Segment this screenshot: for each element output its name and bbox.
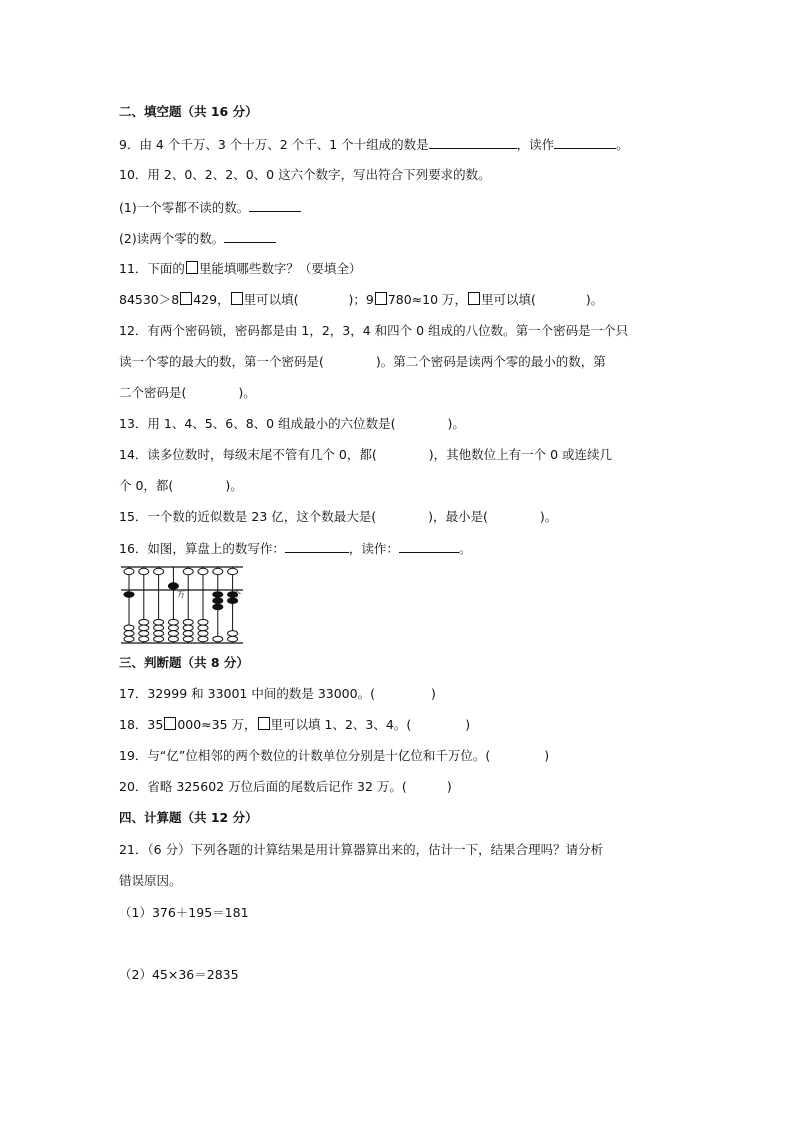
q14-text-3: 个 0，都( <box>119 478 174 493</box>
abacus-lower-bead <box>139 619 149 625</box>
q16-answer-blank-reading[interactable] <box>399 540 459 553</box>
q9-answer-blank-number[interactable] <box>429 136 517 149</box>
q11-ineq-text: 84530＞8 <box>119 292 180 307</box>
abacus-lower-bead <box>213 598 223 604</box>
abacus-upper-bead <box>198 568 208 574</box>
question-15 <box>119 509 557 525</box>
q16-text-read: ，读作： <box>348 541 399 556</box>
abacus-lower-bead <box>168 636 178 642</box>
q15-end: )。 <box>539 509 558 524</box>
abacus-lower-bead <box>183 631 193 637</box>
question-21-part-2: （2）45×36＝2835 <box>119 967 239 982</box>
q10-1-text: (1)一个零都不读的数。 <box>119 200 250 215</box>
question-10-part-1 <box>119 199 301 216</box>
abacus-label-wan: 万 <box>177 590 185 599</box>
abacus-upper-bead <box>124 568 134 574</box>
abacus-lower-bead <box>154 636 164 642</box>
question-18 <box>119 717 470 733</box>
abacus-lower-bead <box>154 631 164 637</box>
abacus-lower-bead <box>198 636 208 642</box>
abacus-upper-bead <box>139 568 149 574</box>
abacus-lower-bead <box>124 592 134 598</box>
question-14-line-1 <box>119 447 612 463</box>
q18-end: ) <box>465 717 471 732</box>
abacus-lower-bead <box>124 631 134 637</box>
q15-text: 15．一个数的近似数是 23 亿，这个数最大是( <box>119 509 377 524</box>
q9-answer-blank-reading[interactable] <box>554 136 616 149</box>
question-21-part-1: （1）376＋195＝181 <box>119 905 249 920</box>
q9-text-end: 。 <box>616 137 629 152</box>
q11-ineq-text-2: 429， <box>193 292 230 307</box>
abacus-upper-bead <box>213 568 223 574</box>
abacus-lower-bead <box>139 625 149 631</box>
abacus-lower-bead <box>154 625 164 631</box>
abacus-lower-bead <box>154 619 164 625</box>
question-17 <box>119 686 436 702</box>
square-box-icon <box>164 717 176 730</box>
q18-text-2: 000≈35 万， <box>177 717 257 732</box>
q17-text: 17．32999 和 33001 中间的数是 33000。( <box>119 686 375 701</box>
square-box-icon <box>468 292 480 305</box>
abacus-upper-bead <box>168 583 178 589</box>
abacus-lower-bead <box>213 636 223 642</box>
abacus-lower-bead <box>168 625 178 631</box>
q11-text: 11．下面的 <box>119 261 185 276</box>
abacus-lower-bead <box>213 592 223 598</box>
q12-text: 读一个零的最大的数，第一个密码是( <box>119 354 324 369</box>
q15-text-2: )，最小是( <box>428 509 488 524</box>
square-box-icon <box>180 292 192 305</box>
q12-end: )。 <box>238 385 256 400</box>
square-box-icon <box>231 292 243 305</box>
question-21-line-2: 错误原因。 <box>119 873 182 888</box>
abacus-upper-bead <box>228 568 238 574</box>
abacus-lower-bead <box>183 636 193 642</box>
abacus-figure <box>119 563 245 647</box>
question-11-line <box>119 292 603 308</box>
q10-1-answer-blank[interactable] <box>249 199 301 212</box>
abacus-lower-bead <box>183 625 193 631</box>
abacus-label-ge: 个 <box>233 590 241 599</box>
section-title-fill-blank: 二、填空题（共 16 分） <box>119 104 258 119</box>
question-10: 10．用 2、0、2、2、0、0 这六个数字，写出符合下列要求的数。 <box>119 167 491 182</box>
abacus-lower-bead <box>198 625 208 631</box>
q17-end: ) <box>430 686 436 701</box>
q10-2-text: (2)读两个零的数。 <box>119 231 225 246</box>
abacus-lower-bead <box>228 631 238 637</box>
question-11 <box>119 261 361 277</box>
q14-text: 14．读多位数时，每级末尾不管有几个 0，都( <box>119 447 377 462</box>
abacus-upper-bead <box>183 568 193 574</box>
q11-end: )。 <box>585 292 604 307</box>
question-12-line-3 <box>119 385 256 401</box>
square-box-icon <box>375 292 387 305</box>
q20-end: ) <box>446 779 452 794</box>
question-12-line-1: 12．有两个密码锁，密码都是由 1，2，3，4 和四个 0 组成的八位数。第一个密码是一个只 <box>119 323 629 338</box>
abacus-lower-bead <box>198 619 208 625</box>
q18-text-3: 里可以填 1、2、3、4。( <box>270 717 412 732</box>
q16-end: 。 <box>458 541 472 556</box>
q13-end: )。 <box>447 416 465 431</box>
q14-text-2: )，其他数位上有一个 0 或连续几 <box>428 447 612 462</box>
q14-end: )。 <box>225 478 243 493</box>
abacus-lower-bead <box>124 636 134 642</box>
q11-fill-text-2: 里可以填( <box>481 292 536 307</box>
question-16 <box>119 540 471 557</box>
q10-2-answer-blank[interactable] <box>224 230 276 243</box>
q12-text-3: 二个密码是( <box>119 385 187 400</box>
q13-text: 13．用 1、4、5、6、8、0 组成最小的六位数是( <box>119 416 396 431</box>
abacus-lower-bead <box>168 631 178 637</box>
abacus-lower-bead <box>228 636 238 642</box>
abacus-lower-bead <box>139 636 149 642</box>
q20-text: 20．省略 325602 万位后面的尾数后记作 32 万。( <box>119 779 407 794</box>
abacus-upper-bead <box>154 568 164 574</box>
question-21-line-1: 21．（6 分）下列各题的计算结果是用计算器算出来的，估计一下，结果合理吗？请分析 <box>119 842 604 857</box>
abacus-lower-bead <box>168 619 178 625</box>
question-19 <box>119 748 549 764</box>
question-14-line-2 <box>119 478 243 494</box>
question-13 <box>119 416 465 432</box>
q19-text: 19．与“亿”位相邻的两个数位的计数单位分别是十亿位和千万位。( <box>119 748 491 763</box>
abacus-lower-bead <box>124 625 134 631</box>
question-12-line-2 <box>119 354 606 370</box>
q16-answer-blank-number[interactable] <box>285 540 349 553</box>
section-title-true-false: 三、判断题（共 8 分） <box>119 655 249 670</box>
q12-text-2: )。第二个密码是读两个零的最小的数，第 <box>375 354 606 369</box>
q9-text: 9．由 4 个千万、3 个十万、2 个千、1 个十组成的数是 <box>119 137 429 152</box>
abacus-lower-bead <box>183 619 193 625</box>
square-box-icon <box>186 261 198 274</box>
abacus-lower-bead <box>139 631 149 637</box>
square-box-icon <box>258 717 270 730</box>
section-title-calculation: 四、计算题（共 12 分） <box>119 810 258 825</box>
question-20 <box>119 779 452 795</box>
question-9 <box>119 136 629 153</box>
question-10-part-2 <box>119 230 276 247</box>
q11-approx-text-2: 780≈10 万， <box>387 292 468 307</box>
q11-approx-text: )；9 <box>348 292 374 307</box>
q19-end: ) <box>544 748 550 763</box>
q16-text: 16．如图，算盘上的数写作： <box>119 541 285 556</box>
abacus-lower-bead <box>213 604 223 610</box>
q11-text-rest: 里能填哪些数字？（要填全） <box>198 261 362 276</box>
q9-text-read: ，读作 <box>516 137 555 152</box>
abacus-lower-bead <box>198 631 208 637</box>
q11-fill-text: 里可以填( <box>243 292 299 307</box>
q18-text: 18．35 <box>119 717 164 732</box>
